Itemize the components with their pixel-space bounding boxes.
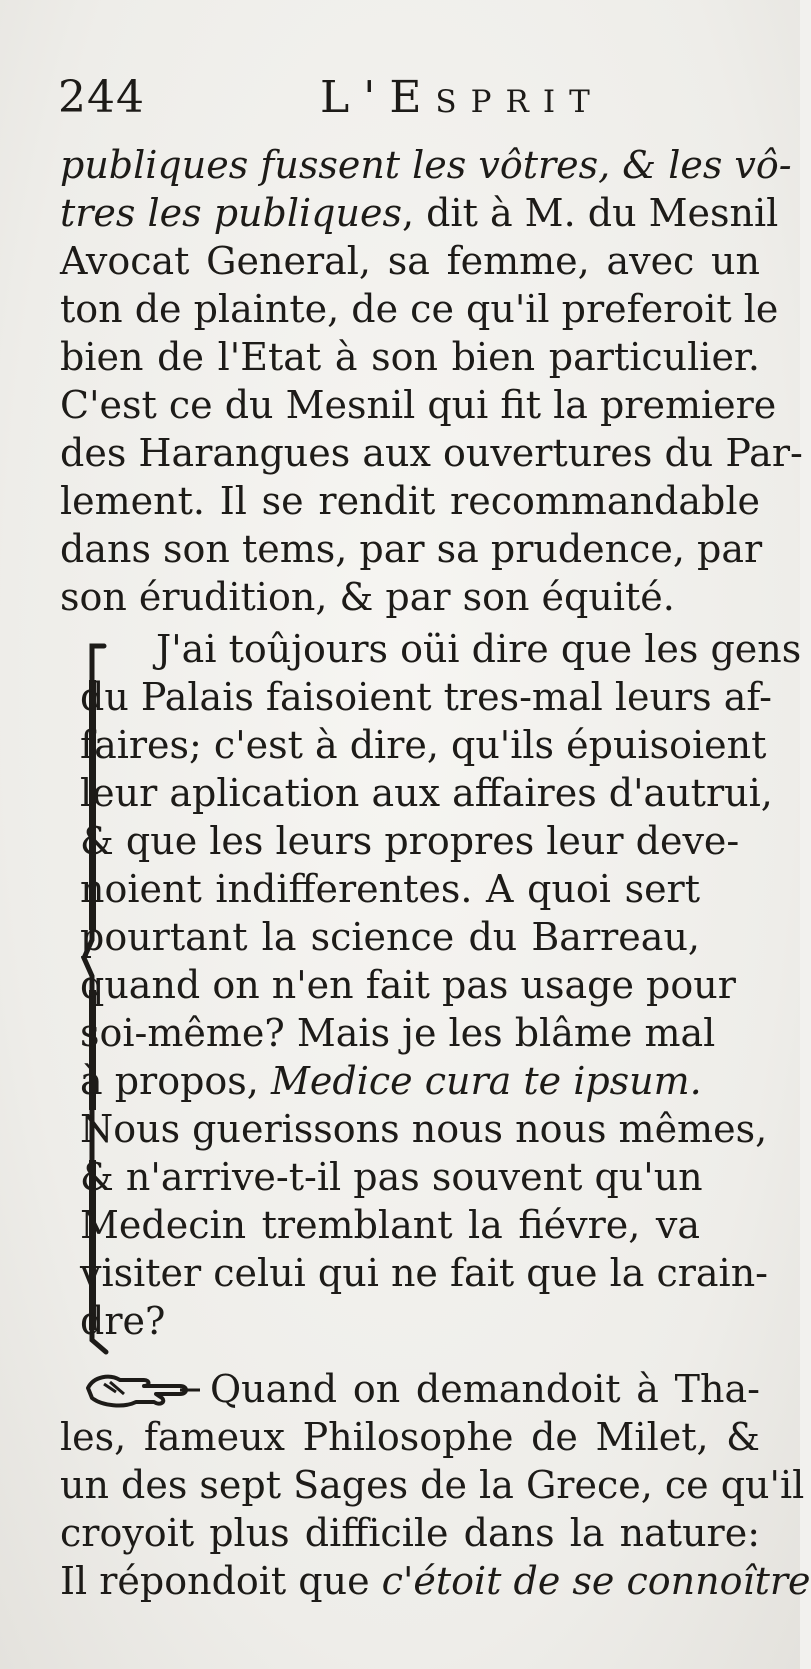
- text-line: Il répondoit que c'étoit de se connoître: [60, 1559, 811, 1603]
- text-line: C'est ce du Mesnil qui fit la premiere: [60, 383, 777, 427]
- text-line: son érudition, & par son équité.: [60, 575, 675, 619]
- text-line: leur aplication aux affaires d'autrui,: [80, 771, 773, 815]
- text-line: lement. Il se rendit recommandable: [60, 479, 760, 523]
- text-line: Nous guerissons nous nous mêmes,: [80, 1107, 768, 1151]
- text-line: dans son tems, par sa prudence, par: [60, 527, 763, 571]
- manicule-icon: [84, 1368, 202, 1410]
- text-line: soi-même? Mais je les blâme mal: [80, 1011, 716, 1055]
- text-line: visiter celui qui ne fait que la crain-: [80, 1251, 769, 1295]
- text-line: ton de plainte, de ce qu'il preferoit le: [60, 287, 779, 331]
- text-line: pourtant la science du Barreau,: [80, 915, 700, 959]
- running-head: [58, 72, 758, 134]
- text-line: & n'arrive-t-il pas souvent qu'un: [80, 1155, 703, 1199]
- text-line: Avocat General, sa femme, avec un: [60, 239, 760, 283]
- text-line: & que les leurs propres leur deve-: [80, 819, 740, 863]
- text-line: du Palais faisoient tres-mal leurs af-: [80, 675, 772, 719]
- text-line: quand on n'en fait pas usage pour: [80, 963, 736, 1007]
- text-line: J'ai toûjours oüi dire que les gens: [156, 627, 802, 671]
- text-line: Quand on demandoit à Tha-: [210, 1367, 760, 1411]
- page-number: 244: [58, 72, 145, 123]
- text-line: des Harangues aux ouvertures du Par-: [60, 431, 803, 475]
- text-line: croyoit plus difficile dans la nature:: [60, 1511, 760, 1555]
- text-line: dre?: [80, 1299, 166, 1343]
- text-line: bien de l'Etat à son bien particulier.: [60, 335, 760, 379]
- text-line: noient indifferentes. A quoi sert: [80, 867, 700, 911]
- text-line: un des sept Sages de la Grece, ce qu'il: [60, 1463, 805, 1507]
- text-line: publiques fussent les vôtres, & les vô-: [60, 143, 792, 187]
- text-line: à propos, Medice cura te ipsum.: [80, 1059, 702, 1103]
- text-line: faires; c'est à dire, qu'ils épuisoient: [80, 723, 767, 767]
- text-line: Medecin tremblant la fiévre, va: [80, 1203, 700, 1247]
- running-title: L'Esprit: [320, 72, 604, 123]
- text-line: les, fameux Philosophe de Milet, &: [60, 1415, 760, 1459]
- text-line: tres les publiques, dit à M. du Mesnil: [60, 191, 779, 235]
